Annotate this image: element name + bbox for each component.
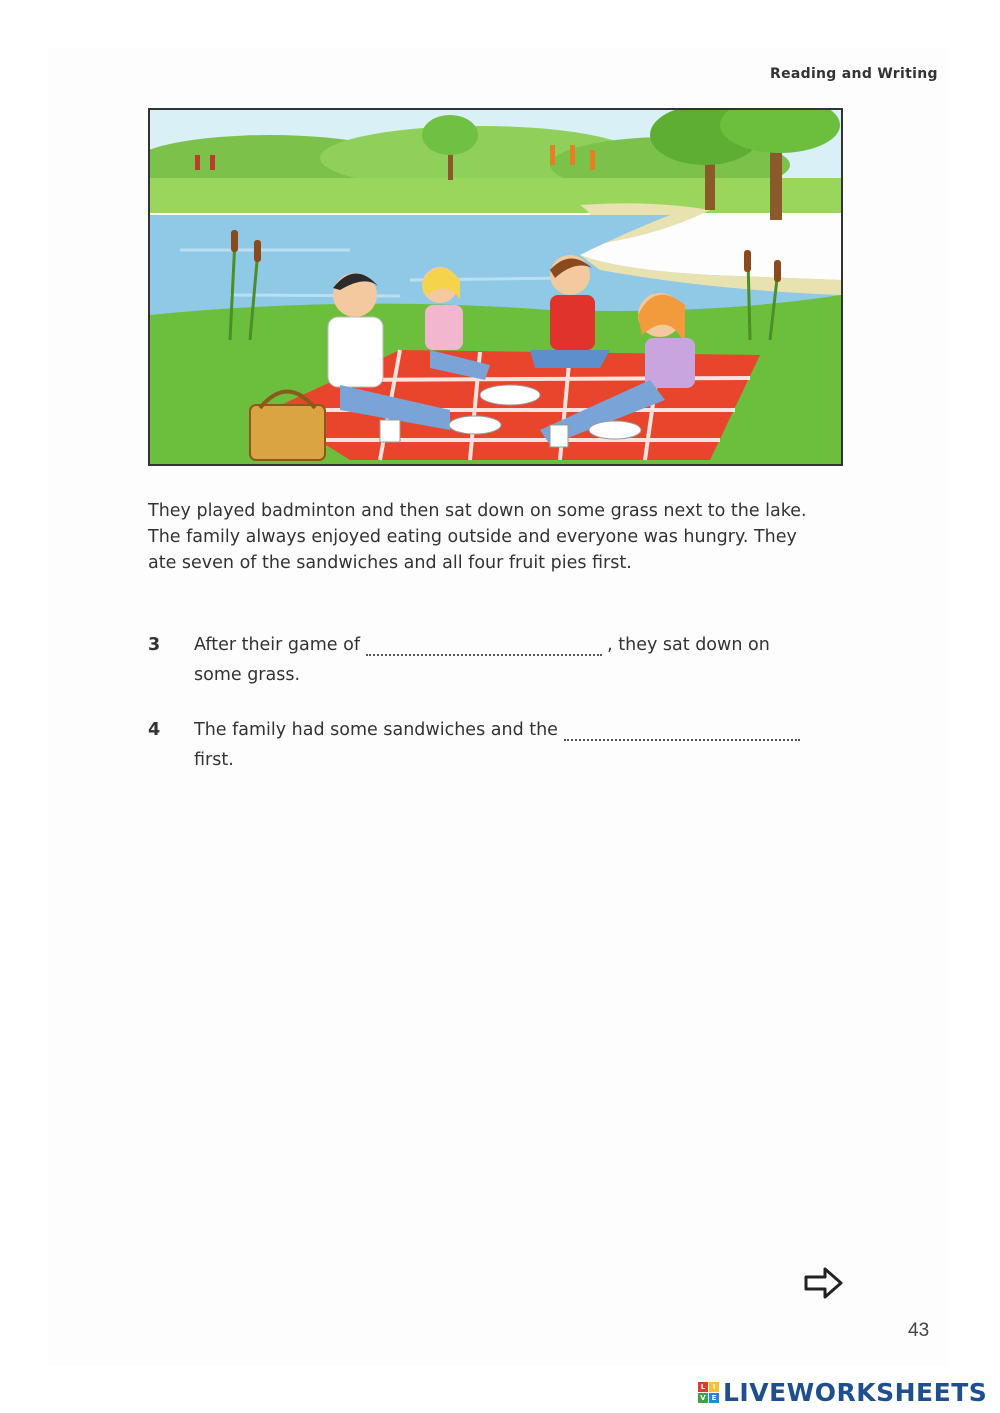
picnic-scene-illustration — [148, 108, 843, 466]
section-header: Reading and Writing — [770, 66, 938, 82]
answer-input-3[interactable] — [366, 636, 602, 656]
question-text-line2: first. — [194, 750, 234, 770]
passage-line: The family always enjoyed eating outside and everyone was hungry. They — [148, 527, 797, 547]
answer-input-4[interactable] — [564, 721, 800, 741]
liveworksheets-brand — [698, 1378, 987, 1406]
question-text-before: After their game of — [194, 635, 361, 655]
question-text-line2: some grass. — [194, 665, 301, 685]
question-3 — [148, 630, 828, 690]
passage-line: They played badminton and then sat down on some grass next to the lake. — [148, 501, 807, 521]
right-arrow-icon[interactable] — [803, 1266, 845, 1300]
passage-line: ate seven of the sandwiches and all four fruit pies first. — [148, 553, 632, 573]
brand-name: LIVEWORKSHEETS — [723, 1377, 988, 1407]
question-number: 4 — [148, 720, 161, 740]
question-4 — [148, 715, 828, 775]
question-number: 3 — [148, 635, 161, 655]
question-text-before: The family had some sandwiches and the — [194, 720, 558, 740]
page-number: 43 — [908, 1320, 930, 1341]
reading-passage — [148, 498, 848, 576]
question-text-after: , they sat down on — [607, 635, 770, 655]
liveworksheets-logo-icon: L I V E — [698, 1382, 719, 1403]
